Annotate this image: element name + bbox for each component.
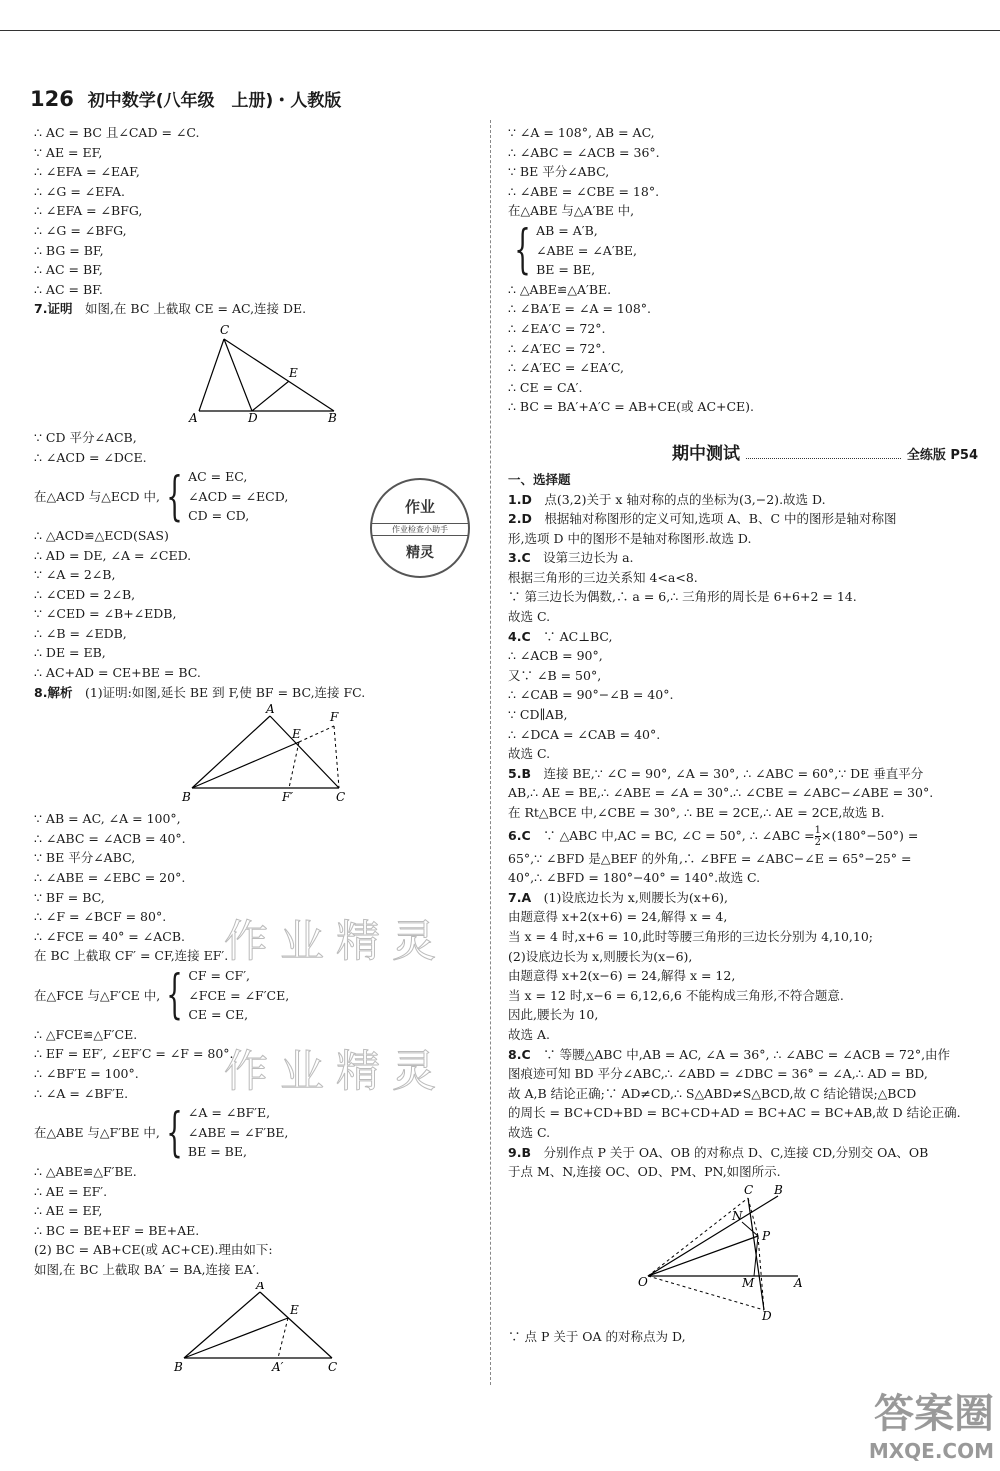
equation-system <box>508 221 978 280</box>
answer-label: 5.B <box>508 765 531 781</box>
fraction-denominator: 2 <box>814 836 821 848</box>
answer-text: ∵ 等腰△ABC 中,AB = AC, ∠A = 36°, ∴ ∠ABC = ∠ACB = 72°,由作 <box>530 1046 951 1062</box>
text-line: ∴ BC = BA′+A′C = AB+CE(或 AC+CE). <box>508 399 755 415</box>
text-line: ∴ ∠ABC = ∠ACB = 36°. <box>508 144 660 160</box>
text-line: 故选 C. <box>508 609 551 625</box>
text-line: ∵ AE = EF, <box>34 144 103 160</box>
text-line: ∴ ∠DCA = ∠CAB = 40°. <box>508 726 661 742</box>
text-line: ∴ ∠EFA = ∠BFG, <box>34 203 143 219</box>
right-column <box>508 123 978 1346</box>
answer-text: 设第三边长为 a. <box>530 550 634 566</box>
text-line: ∵ BE 平分∠ABC, <box>508 164 610 180</box>
stamp-line: 作业 <box>404 498 435 516</box>
text-line: ∴ ∠BA′E = ∠A = 108°. <box>508 301 651 317</box>
text-line: 于点 M、N,连接 OC、OD、PM、PN,如图所示. <box>508 1164 781 1180</box>
site-url: MXQE.COM <box>868 1439 994 1463</box>
system-row: BE = BE, <box>187 1144 247 1160</box>
text-line: ∴ △FCE≌△F′CE. <box>34 1026 138 1042</box>
answer-text: 分别作点 P 关于 OA、OB 的对称点 D、C,连接 CD,分别交 OA、OB <box>530 1144 929 1160</box>
point-label: B <box>174 1359 183 1374</box>
fraction-numerator: 1 <box>814 824 821 836</box>
answer-label: 2.D <box>508 511 532 527</box>
text-line: ∴ ∠ABE = ∠CBE = 18°. <box>508 183 660 199</box>
text-line: ∴ AE = EF′. <box>34 1183 108 1199</box>
point-label: E <box>290 1302 299 1317</box>
answer-label: 1.D <box>508 491 532 507</box>
point-label: E <box>292 727 301 742</box>
point-label: D <box>248 410 258 423</box>
left-column <box>34 123 474 1379</box>
proof-block-1 <box>34 123 474 299</box>
brace-icon: { <box>166 1102 183 1163</box>
brace-icon: { <box>514 220 531 281</box>
brace-icon: { <box>166 466 183 527</box>
brace-icon: { <box>166 965 184 1026</box>
text-line: ∴ ∠ACB = 90°, <box>508 648 603 664</box>
answer-label: 3.C <box>508 550 531 566</box>
figure-q8-part2 <box>34 1282 354 1374</box>
text-line: ∴ AC = BF, <box>34 262 103 278</box>
text-line: 在 BC 上截取 CF′ = CF,连接 EF′. <box>34 948 229 964</box>
answer-label: 4.C <box>508 628 531 644</box>
section-edition: 全练版 P54 <box>906 447 978 463</box>
text-line: ∴ ∠A = ∠BF′E. <box>34 1085 129 1101</box>
point-label: A <box>794 1275 803 1290</box>
answer-1 <box>508 490 978 510</box>
page-number: 126 <box>30 87 74 111</box>
site-logo <box>869 1382 994 1463</box>
book-title: 初中数学(八年级 上册)・人教版 <box>87 91 342 111</box>
answer-text: 根据轴对称图形的定义可知,选项 A、B、C 中的图形是轴对称图 <box>531 511 897 527</box>
text-line: AB,∴ AE = BE,∴ ∠ABE = ∠A = 30°.∴ ∠CBE = ∠ABC−∠ABE = 30°. <box>508 785 934 801</box>
point-label: F′ <box>282 790 294 805</box>
point-label: M <box>742 1275 755 1290</box>
top-rule <box>0 30 1000 31</box>
stamp-line: 精灵 <box>406 545 434 561</box>
text-line: ∴ ∠ABC = ∠ACB = 40°. <box>34 830 186 846</box>
homework-stamp <box>370 478 470 578</box>
text-line: ∴ CE = CA′. <box>508 379 583 395</box>
figure-q9 <box>508 1184 978 1322</box>
answer-8 <box>508 1045 978 1065</box>
question-text: (1)证明:如图,延长 BE 到 F,使 BF = BC,连接 FC. <box>72 684 366 700</box>
point-label: C <box>220 322 230 337</box>
point-label: B <box>182 790 191 805</box>
answer-label: 6.C <box>508 827 531 843</box>
text-line: 在 Rt△BCE 中,∠CBE = 30°, ∴ BE = 2CE,∴ AE = 2CE,故选 B. <box>508 805 885 820</box>
part-heading: 一、选择题 <box>508 471 571 487</box>
text-line: 故选 C. <box>508 746 551 762</box>
text-line: ∴ △ABE≌△F′BE. <box>34 1163 137 1179</box>
point-label: A <box>189 410 198 423</box>
answer-text: ∵ △ABC 中,AC = BC, ∠C = 50°, ∴ ∠ABC = <box>530 827 815 843</box>
text-line: 因此,腰长为 10, <box>508 1007 599 1023</box>
answer-label: 9.B <box>508 1144 531 1160</box>
point-label: F <box>330 710 339 725</box>
section-header <box>508 439 978 464</box>
text-line: ∴ BG = BF, <box>34 242 104 258</box>
page-header <box>30 86 341 111</box>
system-row: ∠FCE = ∠F′CE, <box>188 987 290 1003</box>
section-title: 期中测试 <box>672 443 740 464</box>
text-line: ∵ 点 P 关于 OA 的对称点为 D, <box>508 1328 686 1344</box>
point-label: C <box>336 790 346 805</box>
text-line: ∵ CD 平分∠ACB, <box>34 429 137 445</box>
text-line: ∵ 第三边长为偶数,∴ a = 6,∴ 三角形的周长是 6+6+2 = 14. <box>508 589 857 605</box>
answer-6 <box>508 823 978 849</box>
system-row: AC = EC, <box>188 469 248 485</box>
text-line: ∴ ∠ABE = ∠EBC = 20°. <box>34 870 186 886</box>
text-line: ∴ ∠CAB = 90°−∠B = 40°. <box>508 687 674 703</box>
text-line: ∴ △ABE≌△A′BE. <box>508 281 612 297</box>
text-line: ∴ AD = DE, ∠A = ∠CED. <box>34 547 192 563</box>
text-line: ∵ ∠A = 108°, AB = AC, <box>508 125 655 140</box>
system-row: AB = A′B, <box>536 222 598 238</box>
answer-text: 连接 BE,∵ ∠C = 90°, ∠A = 30°, ∴ ∠ABC = 60°,∵ DE 垂直平分 <box>530 765 924 781</box>
question-7-intro <box>34 299 474 319</box>
text-line: 形,选项 D 中的图形不是轴对称图形.故选 D. <box>508 530 752 546</box>
leader-dots <box>746 448 901 459</box>
point-label: N <box>732 1208 743 1223</box>
system-row: BE = BE, <box>536 262 596 278</box>
text-line: ∴ ∠F = ∠BCF = 80°. <box>34 909 167 925</box>
system-prefix: 在△ABE 与△F′BE 中, <box>34 1124 160 1140</box>
text-line: 故选 C. <box>508 1124 551 1140</box>
figure-q7 <box>34 321 354 423</box>
text-line: 由题意得 x+2(x−6) = 24,解得 x = 12, <box>508 968 736 984</box>
point-label: A <box>256 1281 265 1292</box>
watermark-text: 作业精灵 <box>224 1046 448 1097</box>
point-label: P <box>762 1228 771 1243</box>
answer-text: ∵ AC⊥BC, <box>530 628 613 644</box>
system-row: CD = CD, <box>188 508 250 524</box>
text-line: ∴ AC = BC 且∠CAD = ∠C. <box>34 125 200 140</box>
answer-7 <box>508 888 978 908</box>
text-line: ∴ ∠G = ∠EFA. <box>34 183 125 199</box>
text-line: ∴ AC = BF. <box>34 281 103 297</box>
text-line: ∴ ∠ACD = ∠DCE. <box>34 449 147 465</box>
text-line: 由题意得 x+2(x+6) = 24,解得 x = 4, <box>508 909 728 925</box>
system-row: ∠ABE = ∠F′BE, <box>187 1124 289 1140</box>
text-line: (2)设底边长为 x,则腰长为(x−6), <box>508 948 693 964</box>
point-label: A <box>266 704 275 717</box>
text-line: ∵ BF = BC, <box>34 889 105 905</box>
text-line: ∴ AC+AD = CE+BE = BC. <box>34 665 201 681</box>
text-line: ∴ ∠A′EC = ∠EA′C, <box>508 360 624 376</box>
text-line: (2) BC = AB+CE(或 AC+CE).理由如下: <box>34 1242 273 1258</box>
point-label: C <box>328 1359 338 1374</box>
system-row: ∠ACD = ∠ECD, <box>188 488 289 504</box>
answer-text: (1)设底边长为 x,则腰长为(x+6), <box>531 889 729 905</box>
answer-label: 8.C <box>508 1046 531 1062</box>
text-line: ∴ EF = EF′, ∠EF′C = ∠F = 80°. <box>34 1046 234 1062</box>
question-text: 如图,在 BC 上截取 CE = AC,连接 DE. <box>72 301 307 317</box>
text-line: ∴ ∠FCE = 40° = ∠ACB. <box>34 928 185 944</box>
text-line: ∴ ∠B = ∠EDB, <box>34 625 127 641</box>
answer-4 <box>508 627 978 647</box>
question-8-intro <box>34 683 474 703</box>
text-line: 40°,∴ ∠BFD = 180°−40° = 140°.故选 C. <box>508 870 761 886</box>
question-label: 7.证明 <box>34 301 73 317</box>
system-row: CE = CE, <box>188 1007 249 1023</box>
text-line: ∴ △ACD≌△ECD(SAS) <box>34 527 169 543</box>
answer-9 <box>508 1143 978 1163</box>
answer-text: ×(180°−50°) = <box>820 827 919 843</box>
watermark-text: 作业精灵 <box>224 916 448 967</box>
answer-text: 点(3,2)关于 x 轴对称的点的坐标为(3,−2).故选 D. <box>531 491 826 507</box>
text-line: 图痕迹可知 BD 平分∠ABC,∴ ∠ABD = ∠DBC = 36° = ∠A,∴ AD = BD, <box>508 1066 928 1082</box>
text-line: ∵ CD∥AB, <box>508 707 568 723</box>
equation-system <box>34 1103 474 1162</box>
system-prefix: 在△FCE 与△F′CE 中, <box>34 987 161 1003</box>
point-label: A′ <box>272 1359 284 1374</box>
text-line: 的周长 = BC+CD+BD = BC+CD+AD = BC+AC = BC+AB,故 D 结论正确. <box>508 1105 961 1121</box>
point-label: B <box>328 410 337 423</box>
text-line: ∴ ∠A′EC = 72°. <box>508 340 606 356</box>
site-name: 答案圈 <box>874 1391 994 1437</box>
text-line: 又∵ ∠B = 50°, <box>508 667 602 683</box>
text-line: 如图,在 BC 上截取 BA′ = BA,连接 EA′. <box>34 1261 260 1277</box>
point-label: C <box>744 1183 754 1197</box>
text-line: ∴ ∠EA′C = 72°. <box>508 320 606 336</box>
point-label: D <box>762 1308 772 1322</box>
text-line: 故选 A. <box>508 1026 550 1042</box>
text-line: ∴ ∠CED = 2∠B, <box>34 586 136 602</box>
answer-3 <box>508 548 978 568</box>
text-line: ∴ AE = EF, <box>34 1203 103 1219</box>
point-label: O <box>638 1274 648 1289</box>
text-line: 65°,∵ ∠BFD 是△BEF 的外角,∴ ∠BFE = ∠ABC−∠E = 65°−25° = <box>508 850 912 866</box>
text-line: ∴ BC = BE+EF = BE+AE. <box>34 1222 200 1238</box>
text-line: 故 A,B 结论正确;∵ AD≠CD,∴ S△ABD≠S△BCD,故 C 结论错误;△BCD <box>508 1085 917 1101</box>
column-divider <box>490 120 491 1385</box>
figure-q8 <box>34 704 354 804</box>
equation-system <box>34 966 474 1025</box>
system-row: CF = CF′, <box>188 968 251 983</box>
answer-5 <box>508 764 978 784</box>
text-line: ∵ AB = AC, ∠A = 100°, <box>34 811 181 827</box>
text-line: 根据三角形的三边关系知 4<a<8. <box>508 569 698 585</box>
system-prefix: 在△ACD 与△ECD 中, <box>34 488 160 504</box>
point-label: E <box>289 365 298 380</box>
stamp-line: 作业检查小助手 <box>372 523 468 536</box>
text-line: ∴ ∠BF′E = 100°. <box>34 1065 139 1081</box>
point-label: B <box>774 1183 783 1197</box>
text-line: ∵ ∠A = 2∠B, <box>34 567 116 583</box>
question-label: 8.解析 <box>34 684 73 700</box>
text-line: ∵ BE 平分∠ABC, <box>34 850 136 866</box>
text-line: ∵ ∠CED = ∠B+∠EDB, <box>34 606 177 622</box>
system-row: ∠ABE = ∠A′BE, <box>536 242 637 258</box>
text-line: ∴ ∠EFA = ∠EAF, <box>34 164 140 180</box>
text-line: ∴ ∠G = ∠BFG, <box>34 222 127 238</box>
text-line: 在△ABE 与△A′BE 中, <box>508 203 635 219</box>
text-line: 当 x = 4 时,x+6 = 10,此时等腰三角形的三边长分别为 4,10,10; <box>508 928 874 944</box>
answer-label: 7.A <box>508 889 532 905</box>
text-line: 当 x = 12 时,x−6 = 6,12,6,6 不能构成三角形,不符合题意. <box>508 987 844 1003</box>
text-line: ∴ DE = EB, <box>34 645 106 661</box>
answer-2 <box>508 509 978 529</box>
system-row: ∠A = ∠BF′E, <box>187 1105 271 1121</box>
